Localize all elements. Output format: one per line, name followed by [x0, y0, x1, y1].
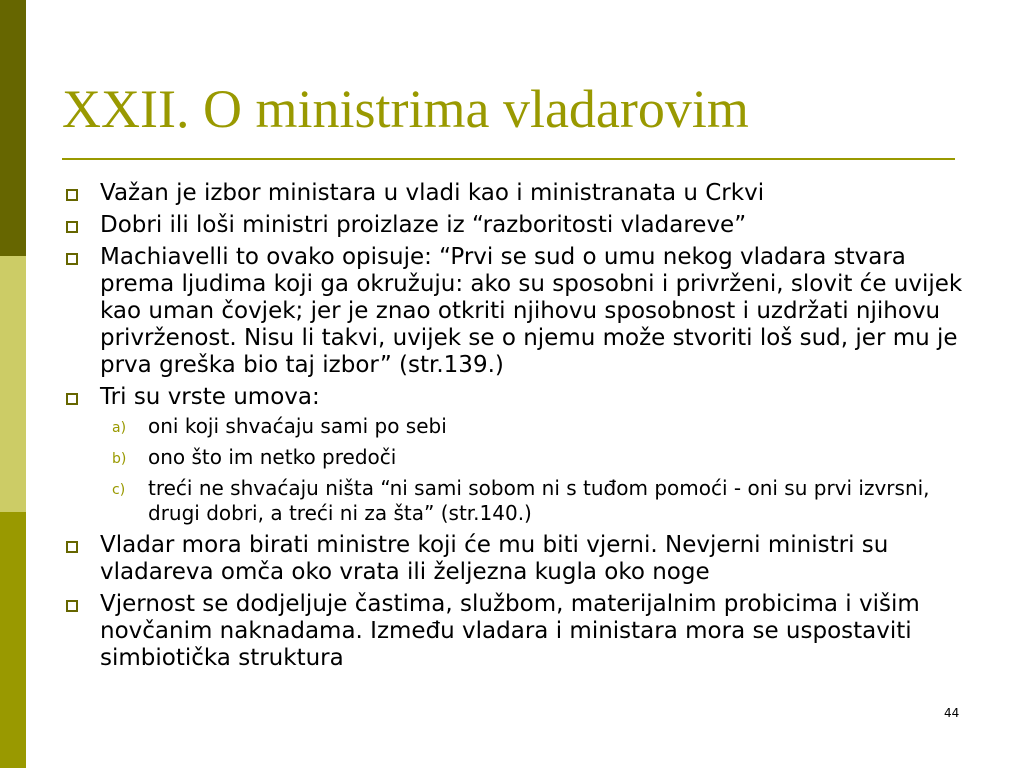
square-bullet-icon [66, 221, 78, 233]
bullet-list [62, 180, 972, 672]
square-bullet-icon [66, 393, 78, 405]
bullet-text: Važan je izbor ministara u vladi kao i ministranata u Crkvi [100, 180, 765, 206]
bullet-item [62, 244, 972, 379]
left-bar-top-segment [0, 0, 26, 256]
sub-bullet-marker: b) [112, 451, 127, 467]
left-bar-bottom-segment [0, 512, 26, 768]
square-bullet-icon [66, 253, 78, 265]
bullet-item [62, 591, 972, 672]
sub-bullet-list [100, 414, 972, 526]
sub-bullet-text: oni koji shvaćaju sami po sebi [148, 414, 447, 438]
sub-bullet-item [100, 476, 972, 526]
bullet-text: Dobri ili loši ministri proizlaze iz “razboritosti vladareve” [100, 212, 747, 238]
page-number: 44 [944, 706, 960, 720]
bullet-item [62, 384, 972, 526]
square-bullet-icon [66, 189, 78, 201]
bullet-text: Vladar mora birati ministre koji će mu biti vjerni. Nevjerni ministri su vladareva omča oko vrata ili željezna kugla oko noge [100, 532, 889, 585]
bullet-item [62, 180, 972, 207]
sub-bullet-item [100, 414, 972, 439]
sub-bullet-text: ono što im netko predoči [148, 445, 397, 469]
square-bullet-icon [66, 600, 78, 612]
bullet-item [62, 212, 972, 239]
bullet-text: Machiavelli to ovako opisuje: “Prvi se sud o umu nekog vladara stvara prema ljudima koji ga okružuju: ako su sposobni i privrženi, slovit će uvijek kao uman čovjek; jer je znao otkriti njihovu sposobnost i uzdržati njihovu privrženost. Nisu li takvi, uvijek se o njemu može stvoriti loš sud, jer mu je prva greška bio taj izbor” (str.139.) [100, 244, 963, 378]
sub-bullet-marker: a) [112, 420, 127, 436]
bullet-item [62, 532, 972, 586]
bullet-text: Vjernost se dodjeljuje častima, službom, materijalnim probicima i višim novčanim naknadama. Između vladara i ministara mora se uspostaviti simbiotička struktura [100, 591, 920, 671]
sub-bullet-marker: c) [112, 482, 126, 498]
sub-bullet-item [100, 445, 972, 470]
left-bar-middle-segment [0, 256, 26, 512]
square-bullet-icon [66, 541, 78, 553]
slide-title: XXII. O ministrima vladarovim [62, 79, 749, 139]
title-underline [62, 158, 955, 160]
bullet-text: Tri su vrste umova: [100, 384, 320, 410]
sub-bullet-text: treći ne shvaćaju ništa “ni sami sobom ni s tuđom pomoći - oni su prvi izvrsni, drugi dobri, a treći ni za šta” (str.140.) [148, 476, 930, 525]
slide-body [62, 180, 972, 677]
